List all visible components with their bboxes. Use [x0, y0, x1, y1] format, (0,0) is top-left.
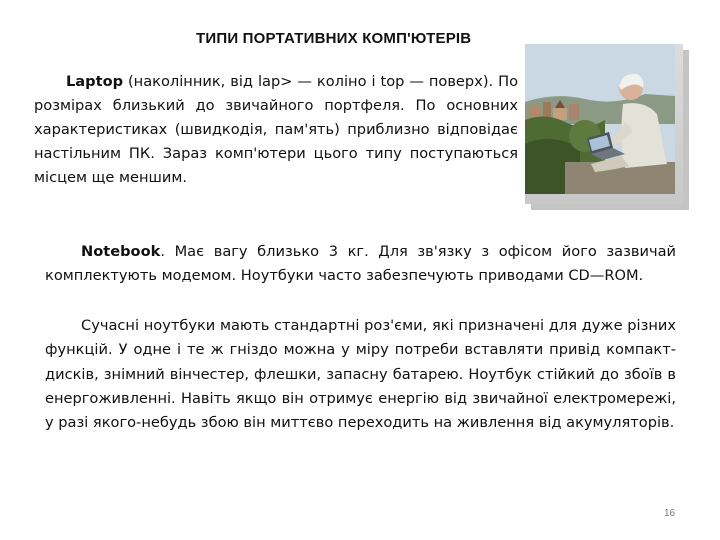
photo-illustration: [525, 44, 675, 194]
notebook-paragraph: [45, 240, 676, 288]
laptop-paragraph: [34, 70, 518, 190]
page-number: 16: [664, 508, 676, 519]
laptop-term: Laptop: [66, 73, 124, 90]
laptop-description: (наколінник, від lap> — коліно і top — поверх). По розмірах близький до звичайного портфеля. По основних характеристиках (швидкодія, пам'ять) приблизно відповідає настільним ПК. Зараз комп'ютери цього типу поступаються місцем ще меншим.: [34, 73, 518, 186]
notebook-term: Notebook: [81, 243, 161, 260]
laptop-user-photo: [525, 44, 683, 204]
slide-title: ТИПИ ПОРТАТИВНИХ КОМП'ЮТЕРІВ: [196, 30, 472, 47]
notebook-description: . Має вагу близько 3 кг. Для зв'язку з офісом його зазвичай комплектують модемом. Ноутбуки часто забезпечують приводами CD—ROM.: [45, 243, 676, 284]
notebook-paragraph-2: Сучасні ноутбуки мають стандартні роз'єми, які призначені для дуже різних функцій. У одне і те ж гніздо можна у міру потреби вставляти привід компакт-дисків, знімний вінчестер, флешки, запасну батарею. Ноутбук стійкий до збоїв в енергоживленні. Навіть якщо він отримує енергію від звичайної електромережі, у разі якого-небудь збою він миттєво переходить на живлення від акумуляторів.: [45, 317, 676, 432]
